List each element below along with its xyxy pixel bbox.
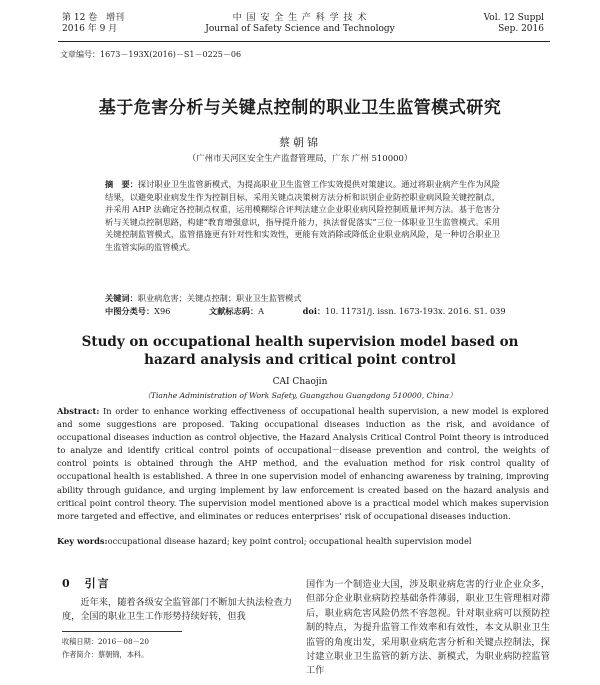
document-code: 文献标志码：A: [209, 306, 265, 316]
footnote-received: 收稿日期：2016－08－20: [62, 637, 149, 646]
footnote-author-bio: 作者简介：蔡朝锦，本科。: [62, 650, 149, 659]
author-en: CAI Chaojin: [272, 377, 328, 387]
abstract-cn-text: 探讨职业卫生监管新模式，为提高职业卫生监管工作实效提供对策建议。通过将职业病产生作为风险结果，以避免职业病发生作为控制目标，采用关键点决策树方法分析和识别企业防控职业病风险关键控制点，并采用 AHP 法确定各控制点权重，运用模糊综合评判法建立企业职业病风险控制质量评判方法。基于危害分析与关键点控制思路，构建“教育增强意识，指导提升能力，执法督促落实”三位一体职业卫生监管模式。采用关键控制监管模式，监管措施更有针对性和实效性，更能有效消除或降低企业职业病风险，是一种切合职业卫生监管实际的监管模式。: [105, 179, 500, 252]
classification-line: [105, 305, 525, 317]
keywords-cn-label: 关键词：: [105, 293, 138, 303]
affiliation-cn: （广州市天河区安全生产监督管理局，广东 广州 510000）: [187, 154, 413, 164]
keywords-en-text: occupational disease hazard; key point control; occupational health supervision model: [107, 536, 472, 546]
title-en-line1: Study on occupational health supervision model based on: [81, 334, 519, 350]
keywords-cn-text: 职业病危害；关键点控制；职业卫生监管模式: [137, 293, 302, 303]
title-en-line2: hazard analysis and critical point control: [144, 352, 456, 368]
journal-name-en: Journal of Safety Science and Technology: [205, 24, 395, 34]
footnote-divider: [62, 631, 182, 632]
keywords-en-label: Key words:: [57, 536, 108, 546]
intro-paragraph-left: 近年来，随着各级安全监管部门不断加大执法检查力度，全国的职业卫生工作形势持续好转，但我: [62, 597, 292, 622]
volume-issue: 第 12 卷 增刊: [62, 13, 125, 23]
abstract-cn-label: 摘 要：: [105, 179, 138, 189]
publication-date: 2016 年 9 月: [62, 24, 118, 34]
doi: doi：10. 11731/j. issn. 1673-193x. 2016. S1. 039: [302, 306, 506, 316]
journal-name: [150, 13, 450, 35]
abstract-en: [57, 405, 549, 523]
section-heading-intro: 0 引言: [62, 577, 111, 590]
abstract-en-label: Abstract:: [57, 406, 100, 416]
volume-en: Vol. 12 Suppl: [483, 13, 544, 23]
journal-volume-en: [484, 13, 544, 35]
paper-title-en: [60, 333, 540, 369]
journal-volume-info: [62, 13, 124, 35]
paper-title-cn: 基于危害分析与关键点控制的职业卫生监管模式研究: [98, 98, 502, 118]
keywords-en: [57, 535, 549, 547]
abstract-cn: [105, 178, 500, 254]
date-en: Sep. 2016: [498, 24, 544, 34]
abstract-en-text: In order to enhance working effectiveness of occupational health supervision, a new model is explored and some suggestions are proposed. Taking occupational diseases induction as the risk, and avoidance of occupational diseases induction as control objective, the Hazard Analysis Critical Control Point theory is introduced to analyze and identify critical control points of occupational－disease prevention and control, the weights of control points is obtained through the AHP method, and the evaluation method for risk control quality of occupational health is established. A three in one supervision model of enhancing awareness by training, improving ability through guidance, and urging implement by law enforcement is created based on the hazard analysis and critical point control theory. The supervision model mentioned above is a practical model which makes supervision more targeted and effective, and eliminates or reduces enterprises’ risk of occupational diseases induction.: [57, 406, 549, 521]
author-cn: 蔡朝锦: [279, 136, 321, 149]
journal-name-cn: 中 国 安 全 生 产 科 学 技 术: [232, 13, 368, 23]
clc-code: 中图分类号：X96: [105, 306, 171, 316]
keywords-cn: [105, 292, 500, 304]
header-divider: [58, 41, 550, 42]
affiliation-en: （Tianhe Administration of Work Safety, Guangzhou Guangdong 510000, China）: [143, 391, 457, 400]
article-number: 文章编号：1673－193X(2016)－S1－0225－06: [60, 50, 242, 59]
intro-paragraph-right: 国作为一个制造业大国，涉及职业病危害的行业企业众多，但部分企业职业病防控基础条件薄弱，职业卫生管理相对滞后，职业病危害风险仍然不容忽视。针对职业病可以预防控制的特点，为提升监管工作效率和有效性，本文从职业卫生监管的角度出发，采用职业病危害分析和关键点控制法，探讨建立职业卫生监管的新方法、新模式，为职业病防控监管工作: [306, 579, 550, 677]
